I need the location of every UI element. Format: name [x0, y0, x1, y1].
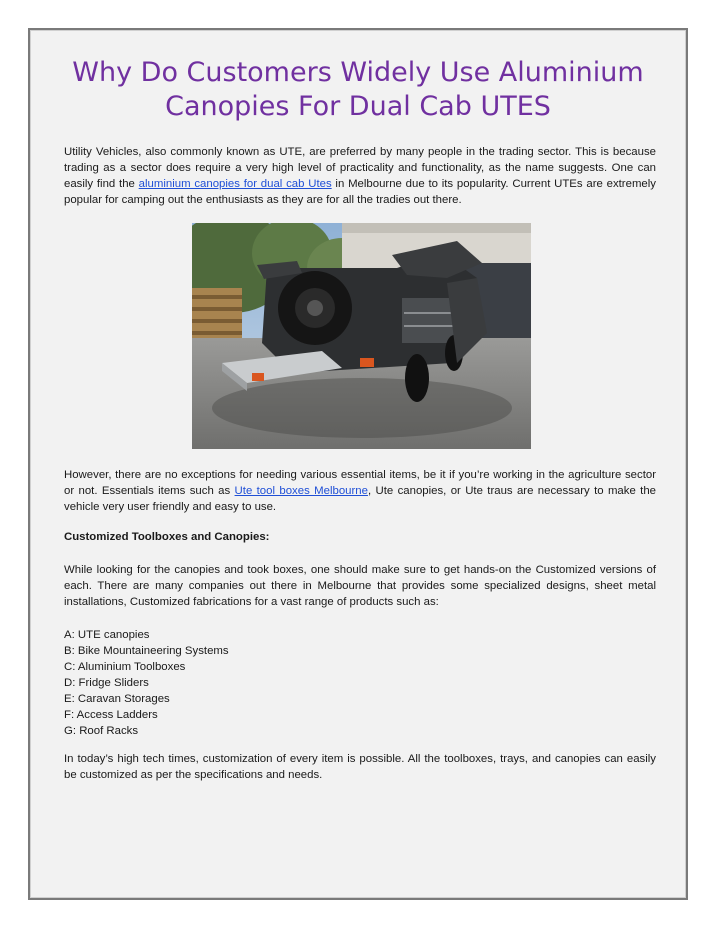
list-item: D: Fridge Sliders	[64, 677, 149, 689]
list-item: A: UTE canopies	[64, 629, 150, 641]
essentials-paragraph	[64, 467, 656, 515]
essentials-text-before: However, there are no exceptions for needing various essential items, be it if you’re working in the agriculture sector or not. Essentials items such as	[64, 469, 656, 497]
section-heading: Customized Toolboxes and Canopies:	[64, 531, 270, 543]
list-item: F: Access Ladders	[64, 709, 158, 721]
list-item: E: Caravan Storages	[64, 693, 170, 705]
intro-text-after: in Melbourne due to its popularity. Current UTEs are extremely popular for camping out the enthusiasts as they are for all the tradies out there.	[64, 178, 656, 206]
essentials-text-after: , Ute canopies, or Ute traus are necessary to make the vehicle very user friendly and easy to use.	[64, 485, 656, 513]
list-item: C: Aluminium Toolboxes	[64, 661, 186, 673]
intro-text-before: Utility Vehicles, also commonly known as UTE, are preferred by many people in the trading sector. This is because trading as a sector does require a very high level of practicality and functionality, as the name suggests. One can easily find the	[64, 146, 656, 190]
ute-tool-boxes-link[interactable]: Ute tool boxes Melbourne	[234, 485, 368, 497]
closing-paragraph: In today’s high tech times, customization of every item is possible. All the toolboxes, trays, and canopies can easily be customized as per the specifications and needs.	[64, 753, 656, 781]
ute-canopy-photo	[192, 223, 531, 449]
aluminium-canopies-link[interactable]: aluminium canopies for dual cab Utes	[138, 178, 332, 190]
document-page	[28, 28, 688, 900]
list-item: B: Bike Mountaineering Systems	[64, 645, 229, 657]
product-list	[64, 627, 229, 739]
list-item: G: Roof Racks	[64, 725, 139, 737]
page-title: Why Do Customers Widely Use Aluminium Canopies For Dual Cab UTES	[72, 57, 644, 122]
ute-photo-illustration	[192, 223, 531, 449]
intro-paragraph	[64, 144, 656, 208]
customized-paragraph: While looking for the canopies and took boxes, one should make sure to get hands-on the Customized versions of each. There are many companies out there in Melbourne that provides some specialized designs, sheet metal installations, Customized fabrications for a vast range of products such as:	[64, 564, 656, 608]
